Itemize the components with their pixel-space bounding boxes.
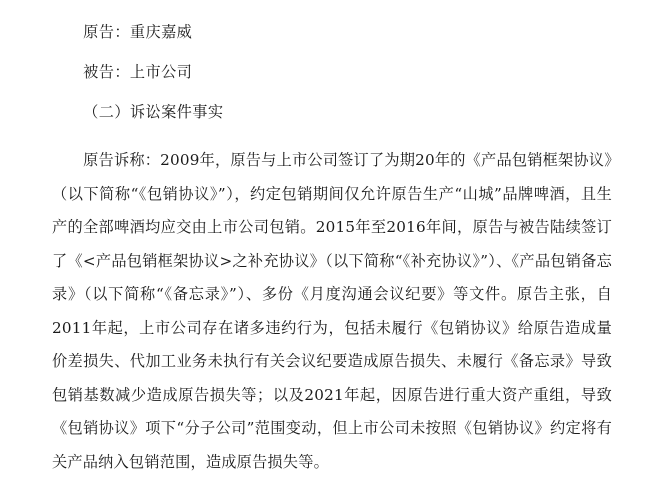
paragraph-spacer xyxy=(52,132,612,138)
case-facts-paragraph: 原告诉称：2009年，原告与上市公司签订了为期20年的《产品包销框架协议》（以下简称“《包销协议》”），约定包销期间仅允许原告生产“山城”品牌啤酒，且生产的全部啤酒均应交由上市公司包销。2015年至2016年间，原告与被告陆续签订了《<产品包销框架协议>之补充协议》（以下简称“《补充协议》”）、《产品包销备忘录》（以下简称“《备忘录》”）、多份《月度沟通会议纪要》等文件。原告主张，自2011年起，上市公司存在诸多违约行为，包括未履行《包销协议》给原告造成量价差损失、代加工业务未执行有关会议纪要造成原告损失、未履行《备忘录》导致包销基数减少造成原告损失等；以及2021年起，因原告进行重大资产重组，导致《包销协议》项下“分子公司”范围变动，但上市公司未按照《包销协议》约定将有关产品纳入包销范围，造成原告损失等。 xyxy=(52,151,612,471)
plaintiff-line: 原告：重庆嘉威 xyxy=(83,23,193,41)
defendant-line: 被告：上市公司 xyxy=(83,63,193,81)
section-heading: （二）诉讼案件事实 xyxy=(83,103,224,121)
